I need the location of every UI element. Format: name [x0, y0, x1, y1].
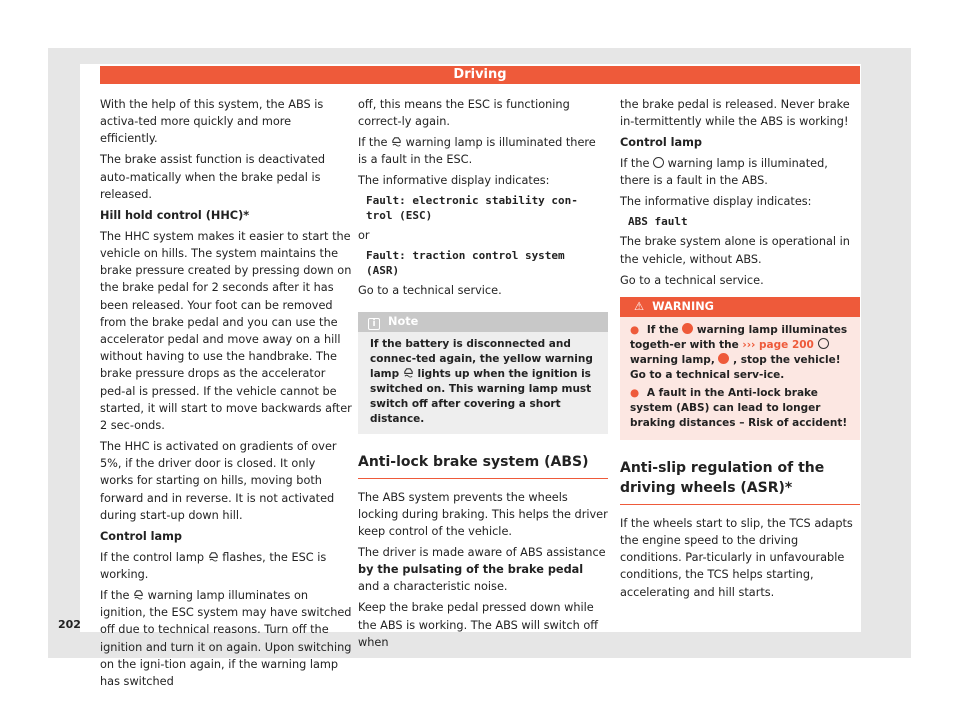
paragraph: Go to a technical service. [358, 284, 502, 298]
note-body [358, 332, 608, 434]
text: , stop the vehicle! Go to a technical serv-ice. [630, 353, 841, 381]
paragraph: the brake pedal is released. Never brake in-termittently while the ABS is working! [620, 98, 850, 129]
text: If the [100, 589, 130, 603]
display-message: ABS fault [628, 215, 688, 229]
paragraph: The HHC system makes it easier to start the vehicle on hills. The system maintains the brake pressure created by pressing down on the brake pedal for 2 seconds after it has been released. Your foot can be removed from the brake pedal and you can use the accelerator pedal and move away on a hill without having to use the handbrake. The brake pressure drops as the accelerator ped-al is pressed. If the vehicle cannot be started, it will start to move backwards after 2 sec-onds. [100, 229, 352, 433]
text: warning lamp illuminates togeth-er with the [630, 323, 848, 351]
paragraph [358, 544, 608, 596]
column-2 [358, 96, 608, 655]
text: warning lamp illuminates on ignition, the ESC system may have switched off due to technical reasons. Turn off the ignition and turn it on again. Upon switching on the igni-tion again, if the warning lamp has switched [100, 589, 352, 689]
paragraph: The ABS system prevents the wheels locking during braking. This helps the driver keep control of the vehicle. [358, 490, 608, 539]
note-header [358, 312, 608, 332]
paragraph: The brake system alone is operational in the vehicle, without ABS. [620, 235, 850, 266]
paragraph: The informative display indicates: [358, 174, 550, 188]
paragraph [358, 134, 608, 168]
page-link[interactable]: ››› page 200 [742, 338, 814, 351]
control-lamp-heading: Control lamp [620, 136, 702, 150]
paragraph: off, this means the ESC is functioning correct-ly again. [358, 98, 570, 129]
paragraph: or [358, 229, 370, 243]
text: warning lamp, [630, 353, 715, 366]
control-lamp-heading: Control lamp [100, 529, 182, 543]
bold-text: by the pulsating of the brake pedal [358, 563, 584, 577]
warning-triangle-icon: ⚠ [634, 299, 645, 313]
text: If the [358, 136, 388, 150]
paragraph: If the wheels start to slip, the TCS adapts the engine speed to the driving conditions. Par-ticularly in unfavourable conditions, the TCS helps starting, accelerating and hill starts. [620, 516, 853, 599]
brake-lamp-icon [718, 353, 729, 364]
bullet-icon: ● [630, 323, 640, 336]
paragraph: The brake assist function is deactivated auto-matically when the brake pedal is released. [100, 153, 326, 201]
warning-header [620, 297, 860, 317]
hhc-heading: Hill hold control (HHC)* [100, 208, 250, 222]
display-message: Fault: traction control system (ASR) [366, 249, 565, 278]
paragraph: The HHC is activated on gradients of over 5%, if the driver door is closed. It only works for starting on hills, moving both forward and in reverse. It is not activated during start-up down hill. [100, 440, 337, 522]
esc-lamp-icon [403, 367, 414, 378]
paragraph: The informative display indicates: [620, 195, 812, 209]
note-label: Note [388, 314, 419, 328]
esc-lamp-icon [391, 135, 402, 146]
paragraph: Go to a technical service. [620, 273, 764, 287]
abs-lamp-icon [682, 323, 693, 334]
note-box [358, 312, 608, 434]
esc-lamp-icon [208, 550, 219, 561]
warning-body [620, 317, 860, 440]
bullet-icon: ● [630, 386, 640, 399]
brake-lamp-icon [818, 338, 829, 349]
text: warning lamp is illuminated there is a fault in the ESC. [358, 136, 596, 167]
info-icon: i [368, 318, 380, 330]
text: If the battery is disconnected and connec-ted again, the yellow warning lamp [370, 337, 593, 380]
warning-box [620, 297, 860, 440]
text: flashes, the ESC is working. [100, 550, 327, 582]
esc-lamp-icon [133, 588, 144, 599]
text: lights up when the ignition is switched on. This warning lamp must switch off after covering a short distance. [370, 367, 592, 425]
section-header: Driving [100, 66, 860, 84]
text: If the control lamp [100, 550, 205, 564]
warning-item [630, 386, 850, 431]
paragraph: With the help of this system, the ABS is activa-ted more quickly and more efficiently. [100, 98, 324, 146]
warning-label: WARNING [652, 299, 714, 313]
abs-lamp-icon [653, 157, 664, 168]
text: If the [620, 157, 650, 171]
asr-section-title: Anti-slip regulation of the driving wheels (ASR)* [620, 458, 860, 505]
abs-section-title: Anti-lock brake system (ABS) [358, 452, 608, 479]
text: and a characteristic noise. [358, 580, 508, 594]
display-message: Fault: electronic stability con- trol (ESC) [366, 194, 578, 223]
paragraph [100, 587, 352, 690]
column-3 [620, 96, 860, 605]
warning-item [630, 323, 850, 383]
paragraph: Keep the brake pedal pressed down while the ABS is working. The ABS will switch off when [358, 601, 599, 649]
paragraph [100, 549, 352, 583]
text: A fault in the Anti-lock brake system (ABS) can lead to longer braking distances – Risk of accident! [630, 386, 848, 429]
text: warning lamp is illuminated, there is a fault in the ABS. [620, 157, 828, 188]
page-number: 202 [58, 618, 81, 631]
text: If the [646, 323, 679, 336]
column-1 [100, 96, 352, 694]
text: The driver is made aware of ABS assistance [358, 546, 606, 560]
paragraph [620, 155, 860, 189]
